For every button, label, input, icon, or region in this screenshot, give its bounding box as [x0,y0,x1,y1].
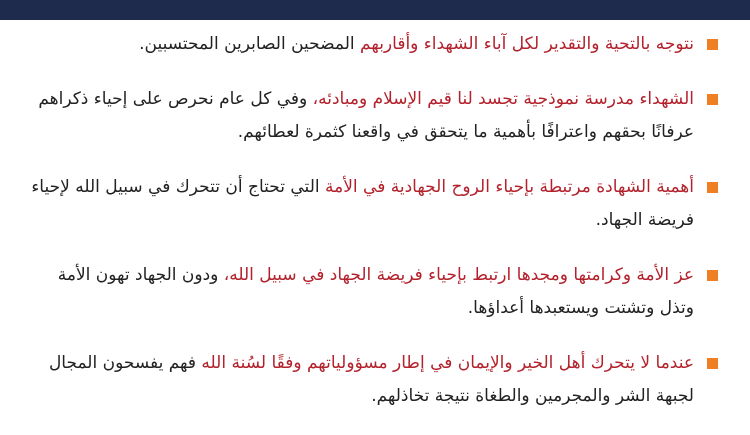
list-item [30,171,720,237]
bullet-icon [707,182,718,193]
bullet-icon [707,39,718,50]
item-highlight: عز الأمة وكرامتها ومجدها ارتبط بإحياء فريضة الجهاد في سبيل الله، [223,265,694,285]
bullet-icon [707,358,718,369]
item-highlight: أهمية الشهادة مرتبطة بإحياء الروح الجهادية في الأمة [325,177,694,197]
statements-list [30,28,720,435]
item-text: وفي كل عام نحرص على إحياء ذكراهم عرفانًا بحقهم واعترافًا بأهمية ما يتحقق في واقعنا كثمرة لعطائهم. [38,89,694,142]
list-item [30,347,720,413]
header-bar [0,0,750,20]
item-text: المضحين الصابرين المحتسبين. [139,34,361,54]
item-text: ودون الجهاد تهون الأمة وتذل وتشتت ويستعبدها أعداؤها. [57,265,694,318]
item-highlight: عندما لا يتحرك أهل الخير والإيمان في إطار مسؤولياتهم وفقًا لسُنة الله [201,353,694,373]
list-item [30,259,720,325]
item-highlight: نتوجه بالتحية والتقدير لكل آباء الشهداء وأقاربهم [360,34,694,54]
list-item [30,83,720,149]
list-item [30,28,720,61]
bullet-icon [707,270,718,281]
bullet-icon [707,94,718,105]
item-text: التي تحتاج أن تتحرك في سبيل الله لإحياء فريضة الجهاد. [31,177,694,230]
item-highlight: الشهداء مدرسة نموذجية تجسد لنا قيم الإسلام ومبادئه، [312,89,694,109]
item-text: فهم يفسحون المجال لجبهة الشر والمجرمين والطغاة نتيجة تخاذلهم. [48,353,694,406]
